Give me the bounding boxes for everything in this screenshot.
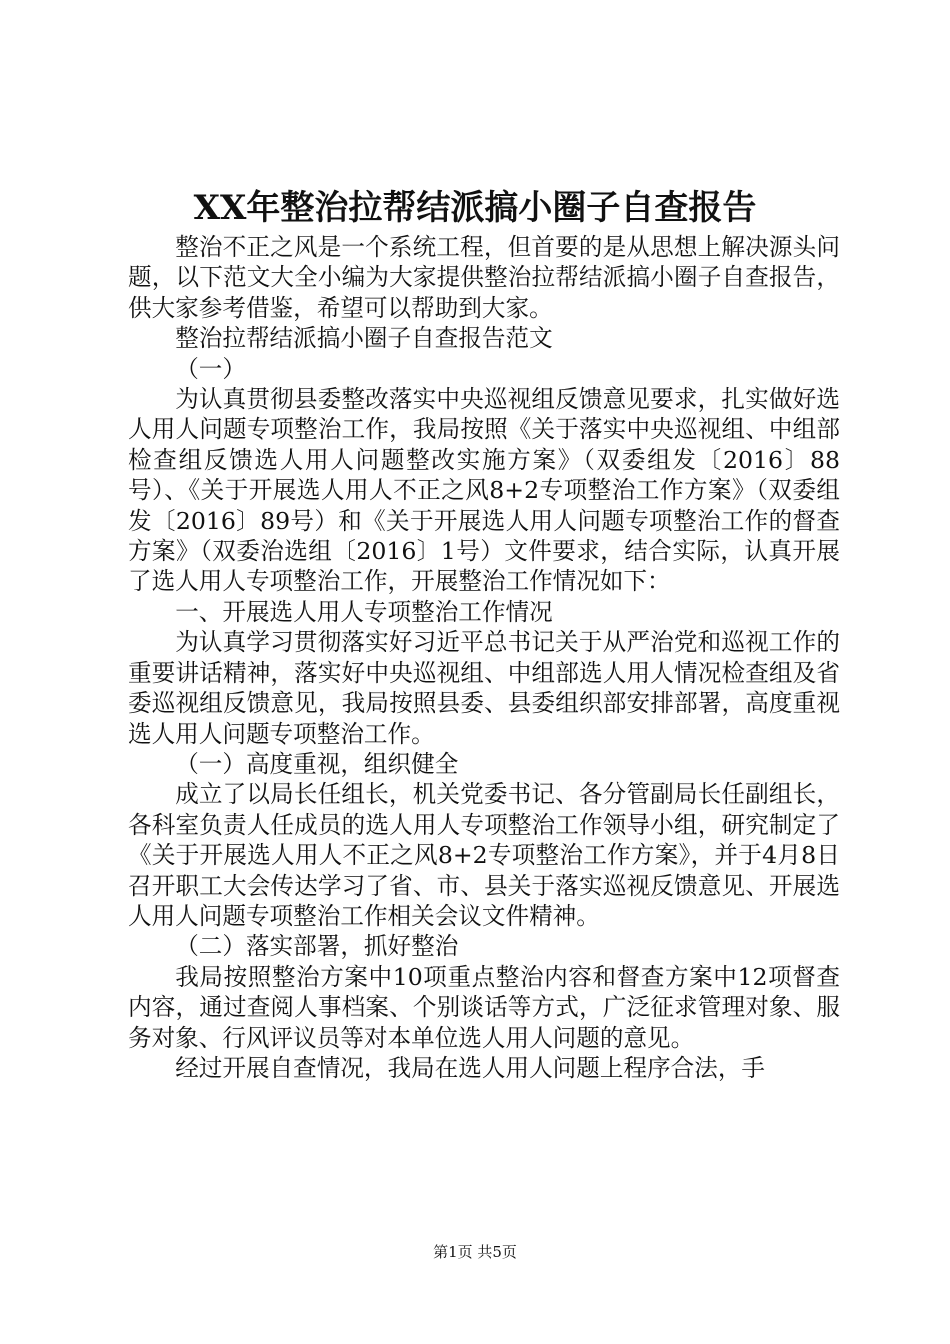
- page-footer: 第1页 共5页: [433, 1243, 517, 1261]
- paragraph-subheading-1: （一）高度重视，组织健全: [175, 749, 459, 778]
- paragraph-requirements: 为认真贯彻县委整改落实中央巡视组反馈意见要求，扎实做好选人用人问题专项整治工作，我局按照《关于落实中央巡视组、中组部检查组反馈选人用人问题整改实施方案》（双委组发〔2016〕88号）、《关于开展选人用人不正之风8+2专项整治工作方案》（双委组发〔2016〕89号）和《关于开展选人用人问题专项整治工作的督查方案》（双委治选组〔2016〕1号）文件要求，结合实际，认真开展了选人用人专项整治工作，开展整治工作情况如下：: [128, 385, 840, 596]
- document-title: XX年整治拉帮结派搞小圈子自查报告: [193, 188, 757, 228]
- paragraph-heading-sample: 整治拉帮结派搞小圈子自查报告范文: [175, 324, 553, 353]
- paragraph-heading-work: 一、开展选人用人专项整治工作情况: [175, 597, 553, 626]
- paragraph-section-one: （一）: [175, 354, 246, 383]
- paragraph-leadership: 成立了以局长任组长，机关党委书记、各分管副局长任副组长，各科室负责人任成员的选人用人专项整治工作领导小组，研究制定了《关于开展选人用人不正之风8+2专项整治工作方案》，并于4月8日召开职工大会传达学习了省、市、县关于落实巡视反馈意见、开展选人用人问题专项整治工作相关会议文件精神。: [128, 780, 840, 930]
- paragraph-intro: 整治不正之风是一个系统工程，但首要的是从思想上解决源头问题，以下范文大全小编为大家提供整治拉帮结派搞小圈子自查报告，供大家参考借鉴，希望可以帮助到大家。: [128, 233, 840, 322]
- paragraph-self-check: 经过开展自查情况，我局在选人用人问题上程序合法，手: [175, 1053, 766, 1082]
- paragraph-subheading-2: （二）落实部署，抓好整治: [175, 932, 459, 961]
- paragraph-inspection: 我局按照整治方案中10项重点整治内容和督查方案中12项督查内容，通过查阅人事档案、个别谈话等方式，广泛征求管理对象、服务对象、行风评议员等对本单位选人用人问题的意见。: [128, 962, 840, 1052]
- paragraph-study: 为认真学习贯彻落实好习近平总书记关于从严治党和巡视工作的重要讲话精神，落实好中央巡视组、中组部选人用人情况检查组及省委巡视组反馈意见，我局按照县委、县委组织部安排部署，高度重视选人用人问题专项整治工作。: [128, 628, 840, 748]
- document-body: [128, 232, 840, 1083]
